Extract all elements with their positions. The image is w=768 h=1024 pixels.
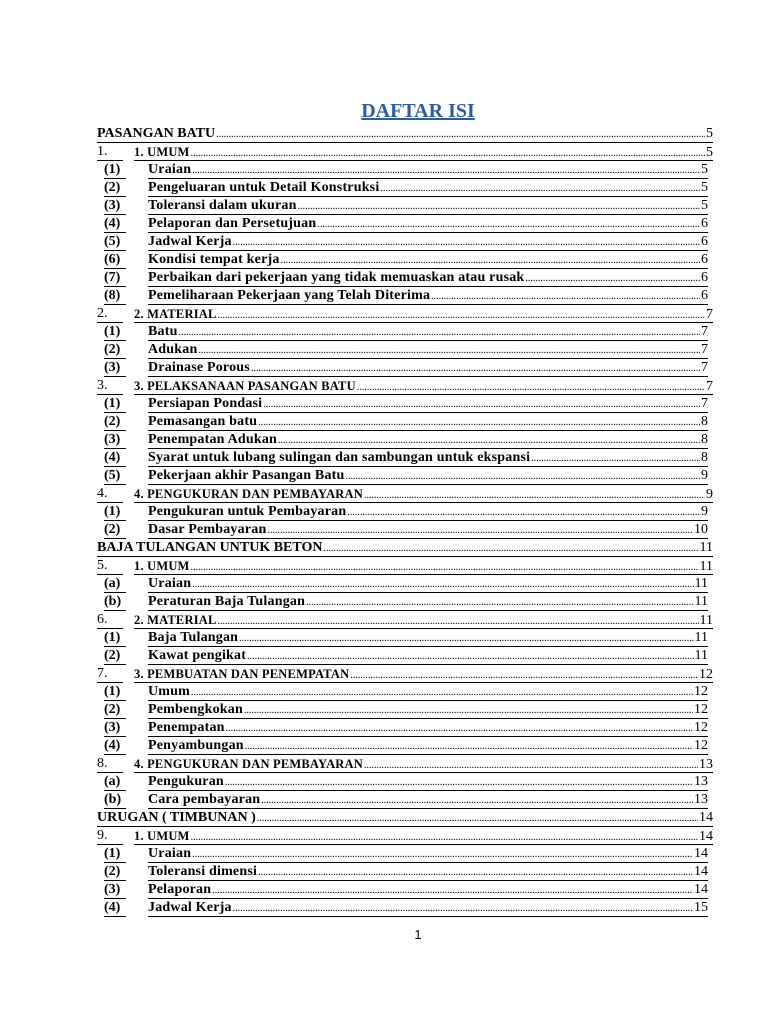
toc-entry-link[interactable] <box>148 269 708 287</box>
toc-entry-number: (4) <box>104 215 126 233</box>
toc-entry-number: (2) <box>104 341 126 359</box>
dot-leader <box>244 701 693 720</box>
toc-entry-number: (5) <box>104 233 126 251</box>
toc-entry-page: 11 <box>699 540 713 555</box>
toc-entry-label: 2. MATERIAL <box>134 613 217 627</box>
toc-entry-link[interactable] <box>148 251 708 269</box>
toc-entry-label: Pemeliharaan Pekerjaan yang Telah Diterima <box>148 288 431 303</box>
toc-entry-number: 7. <box>97 665 123 683</box>
toc-entry-number: (3) <box>104 197 126 215</box>
toc-entry-page: 12 <box>694 720 708 735</box>
toc-entry-label: 2. MATERIAL <box>134 307 217 321</box>
dot-leader <box>225 773 693 792</box>
toc-entry-page: 11 <box>694 576 708 591</box>
dot-leader <box>191 827 698 847</box>
toc-entry-number: (6) <box>104 251 126 269</box>
toc-entry-link[interactable] <box>148 341 708 359</box>
toc-entry-label: BAJA TULANGAN UNTUK BETON <box>97 540 323 555</box>
toc-entry-link[interactable] <box>148 215 708 233</box>
toc-entry-label: URUGAN ( TIMBUNAN ) <box>97 810 256 825</box>
toc-row <box>0 413 768 431</box>
toc-entry-link[interactable] <box>97 125 713 143</box>
dot-leader <box>364 755 698 775</box>
toc-row <box>0 791 768 809</box>
toc-entry-number: (b) <box>104 593 126 611</box>
toc-entry-number: (b) <box>104 791 126 809</box>
toc-row <box>0 881 768 899</box>
dot-leader <box>191 683 693 702</box>
toc-row <box>0 215 768 233</box>
toc-entry-number: (5) <box>104 467 126 485</box>
toc-entry-page: 13 <box>694 774 708 789</box>
dot-leader <box>198 341 700 360</box>
toc-entry-number: 3. <box>97 377 123 395</box>
toc-entry-number: (3) <box>104 719 126 737</box>
toc-row <box>0 755 768 773</box>
toc-entry-number: (3) <box>104 881 126 899</box>
toc-entry-link[interactable] <box>148 647 708 665</box>
toc-entry-label: 1. UMUM <box>134 145 190 159</box>
toc-entry-link[interactable] <box>148 359 708 377</box>
toc-entry-number: (2) <box>104 521 126 539</box>
toc-entry-number: 6. <box>97 611 123 629</box>
toc-entry-page: 5 <box>706 126 713 141</box>
toc-entry-number: 8. <box>97 755 123 773</box>
toc-entry-label: 1. UMUM <box>134 829 190 843</box>
dot-leader <box>218 611 699 631</box>
toc-entry-number: (2) <box>104 863 126 881</box>
toc-entry-page: 12 <box>699 667 713 682</box>
dot-leader <box>258 413 700 432</box>
toc-entry-page: 14 <box>699 829 713 844</box>
toc-entry-number: (3) <box>104 431 126 449</box>
toc-entry-page: 12 <box>694 684 708 699</box>
document-title: DAFTAR ISI <box>361 100 475 122</box>
toc-entry-page: 6 <box>701 234 708 249</box>
toc-entry-label: Dasar Pembayaran <box>148 522 267 537</box>
toc-entry-page: 11 <box>699 613 713 628</box>
toc-entry-page: 7 <box>706 379 713 394</box>
dot-leader <box>347 503 700 522</box>
toc-entry-label: Pemasangan batu <box>148 414 258 429</box>
toc-entry-page: 8 <box>701 432 708 447</box>
toc-row <box>0 683 768 701</box>
dot-leader <box>531 449 700 468</box>
toc-entry-page: 14 <box>694 882 708 897</box>
toc-entry-number: 2. <box>97 305 123 323</box>
toc-entry-page: 14 <box>694 846 708 861</box>
dot-leader <box>239 629 693 648</box>
toc-entry-number: 1. <box>97 143 123 161</box>
toc-entry-link[interactable] <box>134 611 713 629</box>
dot-leader <box>251 359 700 378</box>
toc-entry-label: Drainase Porous <box>148 360 250 375</box>
toc-row <box>0 521 768 539</box>
toc-row <box>0 503 768 521</box>
toc-entry-label: Uraian <box>148 846 192 861</box>
toc-entry-label: 4. PENGUKURAN DAN PEMBAYARAN <box>134 487 363 501</box>
toc-entry-number: (4) <box>104 737 126 755</box>
toc-entry-link[interactable] <box>134 827 713 845</box>
toc-row <box>0 143 768 161</box>
toc-entry-page: 7 <box>701 360 708 375</box>
toc-row <box>0 197 768 215</box>
toc-row <box>0 377 768 395</box>
toc-entry-link[interactable] <box>134 485 713 503</box>
toc-entry-number: (a) <box>104 773 126 791</box>
dot-leader <box>364 485 705 505</box>
toc-entry-link[interactable] <box>148 899 708 917</box>
toc-entry-number: (7) <box>104 269 126 287</box>
dot-leader <box>191 557 699 577</box>
dot-leader <box>216 125 705 144</box>
toc-entry-page: 15 <box>694 900 708 915</box>
toc-entry-number: (1) <box>104 683 126 701</box>
toc-entry-page: 14 <box>699 810 713 825</box>
toc-entry-page: 5 <box>701 162 708 177</box>
toc-entry-link[interactable] <box>97 539 713 557</box>
toc-row <box>0 827 768 845</box>
toc-entry-number: 5. <box>97 557 123 575</box>
dot-leader <box>192 161 700 180</box>
toc-row <box>0 359 768 377</box>
toc-entry-label: Cara pembayaran <box>148 792 261 807</box>
toc-row <box>0 269 768 287</box>
toc-entry-link[interactable] <box>148 719 708 737</box>
toc-entry-page: 13 <box>694 792 708 807</box>
toc-entry-page: 8 <box>701 414 708 429</box>
toc-entry-number: (8) <box>104 287 126 305</box>
toc-row <box>0 287 768 305</box>
dot-leader <box>212 881 693 900</box>
toc-row <box>0 899 768 917</box>
toc-entry-page: 11 <box>699 559 713 574</box>
toc-entry-link[interactable] <box>148 431 708 449</box>
toc-entry-label: Penempatan Adukan <box>148 432 278 447</box>
toc-entry-page: 9 <box>706 487 713 502</box>
toc-row <box>0 845 768 863</box>
dot-leader <box>258 863 693 882</box>
toc-entry-page: 12 <box>694 702 708 717</box>
toc-entry-page: 7 <box>701 342 708 357</box>
toc-entry-link[interactable] <box>134 305 713 323</box>
toc-row <box>0 773 768 791</box>
toc-row <box>0 449 768 467</box>
toc-row <box>0 305 768 323</box>
toc-entry-number: (1) <box>104 845 126 863</box>
toc-row <box>0 467 768 485</box>
toc-entry-label: Jadwal Kerja <box>148 234 232 249</box>
toc-entry-label: Toleransi dimensi <box>148 864 258 879</box>
toc-entry-link[interactable] <box>148 413 708 431</box>
toc-entry-number: 9. <box>97 827 123 845</box>
toc-entry-page: 14 <box>694 864 708 879</box>
toc-entry-label: Persiapan Pondasi <box>148 396 263 411</box>
toc-entry-number: (1) <box>104 395 126 413</box>
toc-entry-label: PASANGAN BATU <box>97 126 216 141</box>
toc-entry-number: (4) <box>104 449 126 467</box>
toc-row <box>0 665 768 683</box>
toc-entry-link[interactable] <box>134 755 713 773</box>
toc-entry-link[interactable] <box>134 377 713 395</box>
dot-leader <box>245 737 693 756</box>
toc-entry-label: Batu <box>148 324 178 339</box>
toc-entry-number: (2) <box>104 701 126 719</box>
toc-entry-link[interactable] <box>148 467 708 485</box>
toc-entry-label: 4. PENGUKURAN DAN PEMBAYARAN <box>134 757 363 771</box>
toc-row <box>0 629 768 647</box>
toc-entry-number: (2) <box>104 647 126 665</box>
dot-leader <box>263 395 700 414</box>
toc-entry-label: Pelaporan dan Persetujuan <box>148 216 317 231</box>
toc-entry-number: 4. <box>97 485 123 503</box>
toc-entry-link[interactable] <box>148 791 708 809</box>
toc-entry-label: Jadwal Kerja <box>148 900 232 915</box>
dot-leader <box>192 845 693 864</box>
toc-entry-page: 13 <box>699 757 713 772</box>
toc-entry-label: Pengeluaran untuk Detail Konstruksi <box>148 180 380 195</box>
toc-entry-page: 11 <box>694 594 708 609</box>
toc-entry-link[interactable] <box>148 449 708 467</box>
toc-entry-page: 5 <box>701 198 708 213</box>
toc-entry-label: Penempatan <box>148 720 225 735</box>
dot-leader <box>226 719 693 738</box>
toc-row <box>0 323 768 341</box>
toc-entry-link[interactable] <box>148 845 708 863</box>
toc-entry-page: 5 <box>706 145 713 160</box>
dot-leader <box>191 143 705 163</box>
toc-entry-link[interactable] <box>148 233 708 251</box>
toc-entry-number: (a) <box>104 575 126 593</box>
toc-entry-page: 5 <box>701 180 708 195</box>
toc-entry-link[interactable] <box>134 143 713 161</box>
toc-entry-number: (1) <box>104 629 126 647</box>
toc-entry-page: 6 <box>701 252 708 267</box>
toc-entry-link[interactable] <box>148 863 708 881</box>
toc-entry-label: 3. PEMBUATAN DAN PENEMPATAN <box>134 667 350 681</box>
toc-row <box>0 485 768 503</box>
toc-entry-link[interactable] <box>148 701 708 719</box>
toc-row <box>0 179 768 197</box>
dot-leader <box>306 593 693 612</box>
toc-entry-number: (2) <box>104 179 126 197</box>
dot-leader <box>298 197 700 216</box>
toc-row <box>0 125 768 143</box>
toc-entry-label: Toleransi dalam ukuran <box>148 198 297 213</box>
toc-entry-page: 9 <box>701 468 708 483</box>
dot-leader <box>257 809 698 828</box>
dot-leader <box>267 521 693 540</box>
dot-leader <box>431 287 700 306</box>
dot-leader <box>346 467 700 486</box>
toc-entry-link[interactable] <box>148 683 708 701</box>
toc-entry-link[interactable] <box>134 557 713 575</box>
dot-leader <box>179 323 700 342</box>
toc-entry-link[interactable] <box>148 593 708 611</box>
toc-entry-label: Pekerjaan akhir Pasangan Batu <box>148 468 345 483</box>
toc-entry-number: (1) <box>104 323 126 341</box>
toc-entry-number: (1) <box>104 503 126 521</box>
toc-entry-page: 11 <box>694 648 708 663</box>
toc-row <box>0 737 768 755</box>
toc-row <box>0 611 768 629</box>
toc-entry-page: 7 <box>701 396 708 411</box>
toc-entry-link[interactable] <box>148 161 708 179</box>
toc-entry-page: 9 <box>701 504 708 519</box>
toc-entry-label: Baja Tulangan <box>148 630 239 645</box>
toc-entry-page: 6 <box>701 270 708 285</box>
toc-entry-label: Peraturan Baja Tulangan <box>148 594 306 609</box>
toc-entry-page: 10 <box>694 522 708 537</box>
dot-leader <box>261 791 693 810</box>
dot-leader <box>323 539 698 558</box>
dot-leader <box>525 269 700 288</box>
toc-entry-label: Pengukuran untuk Pembayaran <box>148 504 347 519</box>
toc-entry-link[interactable] <box>148 323 708 341</box>
toc-row <box>0 233 768 251</box>
dot-leader <box>350 665 698 685</box>
toc-entry-page: 7 <box>701 324 708 339</box>
toc-entry-link[interactable] <box>148 197 708 215</box>
toc-entry-label: Perbaikan dari pekerjaan yang tidak memuaskan atau rusak <box>148 270 525 285</box>
toc-entry-number: (4) <box>104 899 126 917</box>
toc-entry-link[interactable] <box>148 503 708 521</box>
toc-entry-page: 12 <box>694 738 708 753</box>
toc-entry-label: Uraian <box>148 162 192 177</box>
dot-leader <box>357 377 705 397</box>
toc-row <box>0 395 768 413</box>
toc-row <box>0 539 768 557</box>
dot-leader <box>233 899 693 918</box>
toc-entry-link[interactable] <box>148 737 708 755</box>
dot-leader <box>380 179 700 198</box>
toc-entry-label: Pelaporan <box>148 882 212 897</box>
dot-leader <box>281 251 700 270</box>
dot-leader <box>278 431 700 450</box>
toc-row <box>0 575 768 593</box>
dot-leader <box>192 575 693 594</box>
toc-row <box>0 593 768 611</box>
toc-entry-label: 1. UMUM <box>134 559 190 573</box>
toc-entry-label: Uraian <box>148 576 192 591</box>
toc-entry-label: 3. PELAKSANAAN PASANGAN BATU <box>134 379 356 393</box>
toc-entry-label: Pengukuran <box>148 774 224 789</box>
toc-row <box>0 431 768 449</box>
toc-row <box>0 809 768 827</box>
toc-entry-link[interactable] <box>148 575 708 593</box>
toc-entry-link[interactable] <box>97 809 713 827</box>
toc-entry-page: 6 <box>701 288 708 303</box>
toc-entry-link[interactable] <box>148 773 708 791</box>
dot-leader <box>233 233 700 252</box>
dot-leader <box>218 305 705 325</box>
toc-entry-label: Kondisi tempat kerja <box>148 252 280 267</box>
toc-entry-link[interactable] <box>148 395 708 413</box>
toc-entry-link[interactable] <box>134 665 713 683</box>
toc-row <box>0 647 768 665</box>
toc-entry-page: 11 <box>694 630 708 645</box>
toc-row <box>0 701 768 719</box>
toc-entry-page: 8 <box>701 450 708 465</box>
toc-entry-page: 7 <box>706 307 713 322</box>
toc-entry-label: Adukan <box>148 342 198 357</box>
toc-row <box>0 161 768 179</box>
toc-entry-link[interactable] <box>148 629 708 647</box>
dot-leader <box>317 215 700 234</box>
toc-row <box>0 341 768 359</box>
toc-entry-page: 6 <box>701 216 708 231</box>
dot-leader <box>247 647 693 666</box>
toc-row <box>0 557 768 575</box>
toc-entry-label: Penyambungan <box>148 738 244 753</box>
toc-entry-number: (3) <box>104 359 126 377</box>
toc-entry-link[interactable] <box>148 521 708 539</box>
toc-row <box>0 719 768 737</box>
toc-row <box>0 251 768 269</box>
toc-row <box>0 863 768 881</box>
toc-entry-label: Umum <box>148 684 191 699</box>
page-number: 1 <box>414 927 422 942</box>
toc-entry-label: Pembengkokan <box>148 702 243 717</box>
toc-entry-number: (1) <box>104 161 126 179</box>
toc-entry-label: Kawat pengikat <box>148 648 247 663</box>
toc-entry-link[interactable] <box>148 287 708 305</box>
toc-entry-link[interactable] <box>148 881 708 899</box>
toc-entry-label: Syarat untuk lubang sulingan dan sambungan untuk ekspansi <box>148 450 531 465</box>
toc-entry-link[interactable] <box>148 179 708 197</box>
toc-entry-number: (2) <box>104 413 126 431</box>
